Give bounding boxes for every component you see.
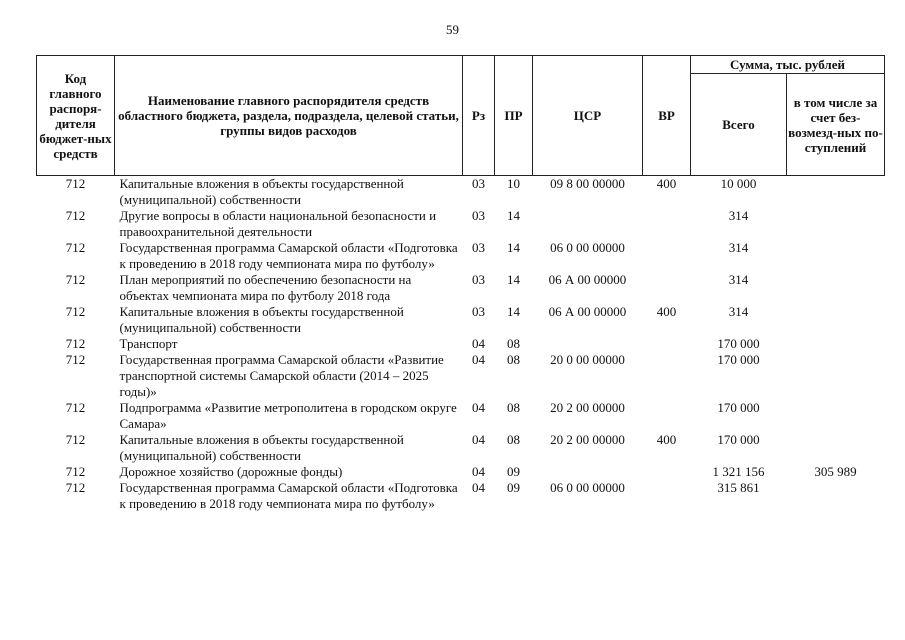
- cell-code: 712: [65, 176, 86, 191]
- cell-rz: 04: [472, 464, 485, 479]
- cell-total: 314: [728, 304, 749, 319]
- cell-pr: 09: [507, 480, 520, 495]
- budget-table: [36, 55, 885, 512]
- cell-vr: [643, 208, 691, 240]
- cell-name: Капитальные вложения в объекты государственной (муниципальной) собственности: [119, 432, 404, 463]
- cell-rz: 04: [472, 336, 485, 351]
- cell-vr: [643, 400, 691, 432]
- cell-name: Дорожное хозяйство (дорожные фонды): [119, 464, 343, 479]
- cell-rz: 03: [472, 208, 485, 223]
- cell-total: 314: [728, 240, 749, 255]
- cell-name: Транспорт: [119, 336, 178, 351]
- cell-vr: [643, 352, 691, 400]
- cell-name: Государственная программа Самарской области «Развитие транспортной системы Самарской области (2014 – 2025 годы)»: [119, 352, 444, 399]
- table-row: [37, 176, 885, 209]
- cell-pr: 09: [507, 464, 520, 479]
- table-body: [37, 176, 885, 513]
- cell-csr: [533, 336, 643, 352]
- cell-pr: 14: [507, 208, 520, 223]
- cell-rz: 04: [472, 400, 485, 415]
- cell-name: План мероприятий по обеспечению безопасности на объектах чемпионата мира по футболу 2018 года: [119, 272, 412, 303]
- cell-gratuitous: [787, 208, 885, 240]
- header-sum-group: Сумма, тыс. рублей: [691, 56, 885, 74]
- cell-name: Государственная программа Самарской области «Подготовка к проведению в 2018 году чемпионата мира по футболу»: [119, 240, 458, 271]
- cell-name: Государственная программа Самарской области «Подготовка к проведению в 2018 году чемпионата мира по футболу»: [119, 480, 458, 511]
- cell-gratuitous: [787, 240, 885, 272]
- table-row: [37, 304, 885, 336]
- cell-total: 10 000: [720, 176, 757, 191]
- header-code: Код главного распоря-дителя бюджет-ных средств: [37, 56, 115, 176]
- cell-vr: 400: [656, 432, 677, 447]
- table-row: [37, 240, 885, 272]
- table-row: [37, 400, 885, 432]
- cell-pr: 08: [507, 336, 520, 351]
- cell-rz: 04: [472, 352, 485, 367]
- cell-csr: 06 А 00 00000: [548, 272, 627, 287]
- cell-pr: 08: [507, 432, 520, 447]
- cell-pr: 10: [507, 176, 520, 191]
- cell-vr: [643, 480, 691, 512]
- cell-code: 712: [65, 272, 86, 287]
- cell-vr: 400: [656, 176, 677, 191]
- cell-rz: 03: [472, 304, 485, 319]
- cell-code: 712: [65, 432, 86, 447]
- cell-code: 712: [65, 480, 86, 495]
- cell-csr: 06 0 00 00000: [550, 240, 625, 255]
- table-row: [37, 432, 885, 464]
- cell-csr: [533, 464, 643, 480]
- cell-total: 170 000: [717, 400, 760, 415]
- cell-code: 712: [65, 336, 86, 351]
- cell-pr: 08: [507, 400, 520, 415]
- table-row: [37, 208, 885, 240]
- cell-total: 315 861: [717, 480, 760, 495]
- cell-total: 170 000: [717, 352, 760, 367]
- cell-csr: 20 0 00 00000: [550, 352, 625, 367]
- cell-rz: 04: [472, 432, 485, 447]
- cell-code: 712: [65, 352, 86, 367]
- cell-name: Другие вопросы в области национальной безопасности и правоохранительной деятельности: [119, 208, 437, 239]
- cell-csr: 20 2 00 00000: [550, 432, 625, 447]
- header-gratuitous: в том числе за счет без-возмезд-ных по-ступлений: [787, 74, 885, 176]
- cell-gratuitous: [787, 352, 885, 400]
- cell-rz: 03: [472, 272, 485, 287]
- cell-gratuitous: [787, 480, 885, 512]
- cell-pr: 14: [507, 304, 520, 319]
- cell-pr: 14: [507, 240, 520, 255]
- cell-csr: 20 2 00 00000: [550, 400, 625, 415]
- cell-gratuitous: [787, 176, 885, 209]
- header-total: Всего: [691, 74, 787, 176]
- cell-csr: 09 8 00 00000: [550, 176, 625, 191]
- cell-gratuitous: [787, 272, 885, 304]
- cell-gratuitous: [787, 336, 885, 352]
- cell-vr: [643, 336, 691, 352]
- cell-rz: 03: [472, 176, 485, 191]
- cell-csr: [533, 208, 643, 240]
- cell-code: 712: [65, 208, 86, 223]
- cell-name: Капитальные вложения в объекты государственной (муниципальной) собственности: [119, 304, 404, 335]
- cell-total: 170 000: [717, 336, 760, 351]
- page-number: 59: [446, 22, 459, 37]
- cell-code: 712: [65, 464, 86, 479]
- cell-rz: 03: [472, 240, 485, 255]
- cell-name: Подпрограмма «Развитие метрополитена в городском округе Самара»: [119, 400, 457, 431]
- cell-vr: [643, 240, 691, 272]
- cell-total: 1 321 156: [712, 464, 765, 479]
- table-row: [37, 480, 885, 512]
- header-rz: Рз: [463, 56, 495, 176]
- header-csr: ЦСР: [533, 56, 643, 176]
- cell-gratuitous: [787, 304, 885, 336]
- table-row: [37, 464, 885, 480]
- cell-csr: 06 А 00 00000: [548, 304, 627, 319]
- cell-vr: [643, 272, 691, 304]
- cell-gratuitous: [787, 400, 885, 432]
- cell-pr: 08: [507, 352, 520, 367]
- cell-gratuitous: [787, 432, 885, 464]
- cell-gratuitous: 305 989: [814, 464, 857, 479]
- cell-code: 712: [65, 400, 86, 415]
- header-vr: ВР: [643, 56, 691, 176]
- header-name: Наименование главного распорядителя средств областного бюджета, раздела, подраздела, целевой статьи, группы видов расходов: [115, 56, 463, 176]
- cell-pr: 14: [507, 272, 520, 287]
- table-row: [37, 272, 885, 304]
- cell-csr: 06 0 00 00000: [550, 480, 625, 495]
- cell-rz: 04: [472, 480, 485, 495]
- cell-name: Капитальные вложения в объекты государственной (муниципальной) собственности: [119, 176, 404, 207]
- cell-code: 712: [65, 304, 86, 319]
- cell-vr: 400: [656, 304, 677, 319]
- cell-total: 314: [728, 272, 749, 287]
- table-row: [37, 336, 885, 352]
- header-pr: ПР: [495, 56, 533, 176]
- cell-total: 314: [728, 208, 749, 223]
- cell-total: 170 000: [717, 432, 760, 447]
- cell-code: 712: [65, 240, 86, 255]
- cell-vr: [643, 464, 691, 480]
- table-header: [37, 56, 885, 176]
- table-row: [37, 352, 885, 400]
